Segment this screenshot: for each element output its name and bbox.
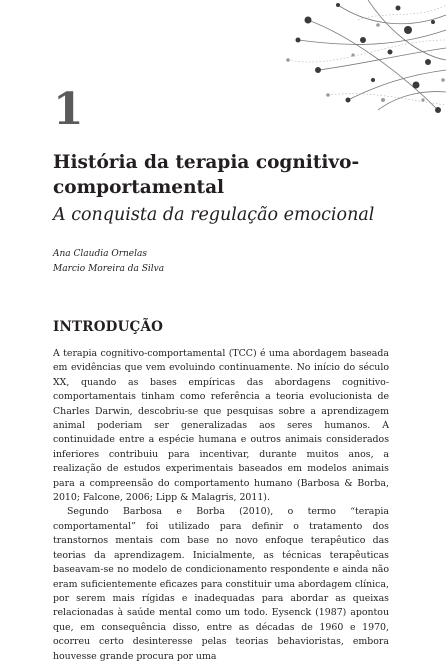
chapter-title: História da terapia cognitivo-comportamental — [53, 152, 360, 198]
chapter-number: 1 — [53, 84, 84, 135]
paragraph: Segundo Barbosa e Borba (2010), o termo “terapia comportamental” foi utilizado para definir o tratamento dos transtornos mentais com base no novo enfoque terapêutico das teorias da aprendizagem. Inicialmente, as técnicas terapêuticas baseavam-se no modelo de condicionamento respondente e ainda não eram suficientemente eficazes para constituir uma abordagem clínica, por serem mais rígidas e inadequadas para abordar as queixas relacionadas à saúde mental como um todo. Eysenck (1987) apontou que, em consequência disso, entre as décadas de 1960 e 1970, ocorreu certo desinteresse pelas teorias behavioristas, embora houvesse grande procura por uma — [53, 506, 389, 662]
paragraph: A terapia cognitivo-comportamental (TCC) é uma abordagem baseada em evidências que vem evoluindo continuamente. No início do século XX, quando as bases empíricas das abordagens cognitivo-comportamentais tinham como referência a teoria evolucionista de Charles Darwin, descobriu-se que pesquisas sobre a aprendizagem animal poderiam ser generalizadas aos seres humanos. A continuidade entre a espécie humana e outros animais considerados inferiores contribuiu para incentivar, durante muitos anos, a realização de estudos experimentais baseados em modelos animais para a compreensão do comportamento humano (Barbosa & Borba, 2010; Falcone, 2006; Lipp & Malagris, 2011). — [53, 348, 389, 504]
author-name: Marcio Moreira da Silva — [53, 264, 165, 274]
body-text — [53, 347, 389, 664]
section-heading: INTRODUÇÃO — [53, 319, 164, 335]
decorative-network-graphic — [278, 0, 448, 120]
chapter-subtitle: A conquista da regulação emocional — [53, 205, 375, 225]
chapter-authors — [53, 247, 164, 277]
author-name: Ana Claudia Ornelas — [53, 249, 147, 259]
